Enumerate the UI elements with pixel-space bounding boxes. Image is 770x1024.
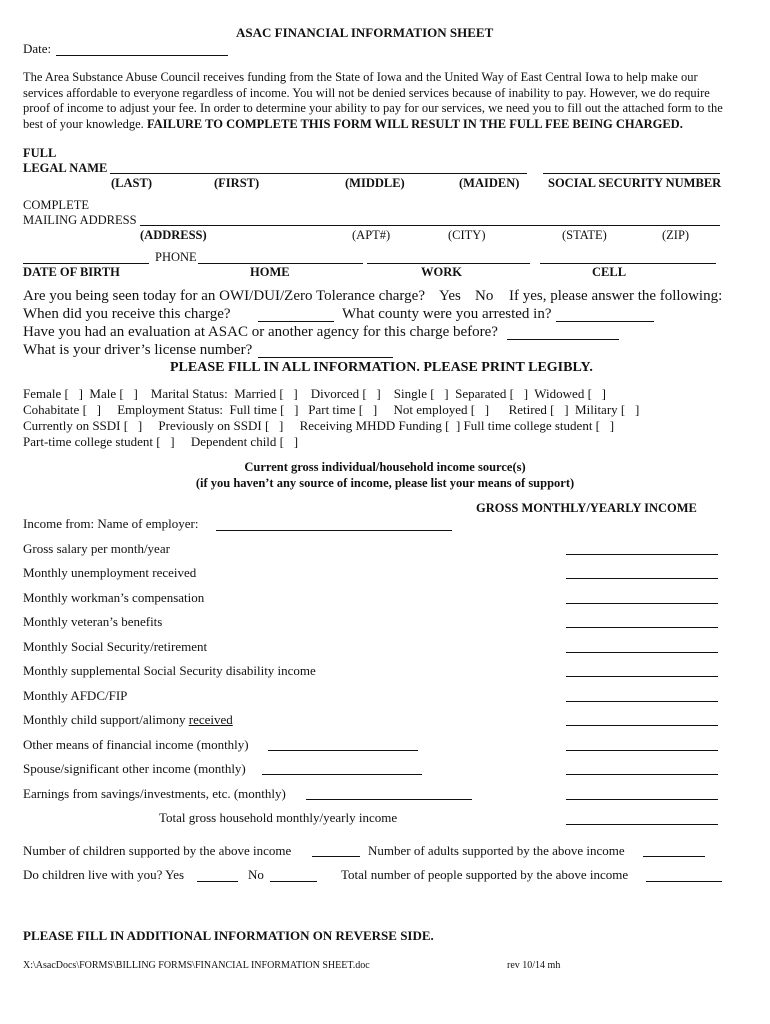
savings-label: Earnings from savings/investments, etc. (monthly) <box>23 786 286 801</box>
county-field[interactable] <box>556 321 654 322</box>
owi-question: Are you being seen today for an OWI/DUI/Zero Tolerance charge? <box>23 288 425 304</box>
mailing-address-field[interactable] <box>140 225 720 226</box>
savings-source-field[interactable] <box>306 799 472 800</box>
afdc-label: Monthly AFDC/FIP <box>23 688 128 703</box>
address-sublabel: (ADDRESS) <box>140 228 207 242</box>
dob-field[interactable] <box>23 263 149 264</box>
veteran-label: Monthly veteran’s benefits <box>23 614 163 629</box>
children-live-no-field[interactable] <box>270 881 317 882</box>
children-live-no-label: No <box>248 867 264 882</box>
unemployment-field[interactable] <box>566 578 718 579</box>
child-support-text: Monthly child support/alimony <box>23 712 186 727</box>
other-income-field[interactable] <box>566 750 718 751</box>
county-question: What county were you arrested in? <box>342 306 552 322</box>
home-label: HOME <box>250 265 290 279</box>
spouse-income-field[interactable] <box>566 774 718 775</box>
charge-date-question: When did you receive this charge? <box>23 306 231 322</box>
social-security-label: Monthly Social Security/retirement <box>23 639 208 654</box>
checkbox-line-1[interactable]: Female [ ] Male [ ] Marital Status: Married [ ] Divorced [ ] Single [ ] Separated [ ] Widowed [ ] <box>23 386 606 401</box>
total-people-field[interactable] <box>646 881 722 882</box>
child-support-received: received <box>188 712 233 727</box>
income-header-line1: Current gross individual/household income source(s) <box>244 460 526 474</box>
intro-text: The Area Substance Abuse Council receives funding from the State of Iowa and the United Way of East Central Iowa to help make our services affordable to everyone regardless of income. You will not be denied services because of inability to pay. However, we do require proof of income to adjust your fee. In order to determine your ability to pay for our services, we need you to fill out the attached form to the best of your knowledge. <box>23 70 723 131</box>
afdc-field[interactable] <box>566 701 718 702</box>
employer-field[interactable] <box>216 530 452 531</box>
unemployment-label: Monthly unemployment received <box>23 565 197 580</box>
charge-date-field[interactable] <box>258 321 334 322</box>
owi-yes-option[interactable]: Yes <box>439 288 461 304</box>
other-income-source-field[interactable] <box>268 750 418 751</box>
child-support-field[interactable] <box>566 725 718 726</box>
ssn-field[interactable] <box>543 173 720 174</box>
workman-field[interactable] <box>566 603 718 604</box>
home-phone-field[interactable] <box>198 263 363 264</box>
state-sublabel: (STATE) <box>562 228 607 242</box>
dob-label: DATE OF BIRTH <box>23 265 120 279</box>
intro-warning: FAILURE TO COMPLETE THIS FORM WILL RESULT IN THE FULL FEE BEING CHARGED. <box>146 116 683 131</box>
total-people-label: Total number of people supported by the above income <box>341 867 629 882</box>
veteran-field[interactable] <box>566 627 718 628</box>
ssdi-income-field[interactable] <box>566 676 718 677</box>
address-label-line1: COMPLETE <box>23 198 89 212</box>
children-supported-field[interactable] <box>312 856 360 857</box>
apt-sublabel: (APT#) <box>352 228 391 242</box>
spouse-income-label: Spouse/significant other income (monthly) <box>23 761 246 776</box>
last-label: (LAST) <box>111 176 152 190</box>
social-security-field[interactable] <box>566 652 718 653</box>
address-label-line2: MAILING ADDRESS <box>23 213 137 227</box>
children-live-yes-field[interactable] <box>197 881 238 882</box>
owi-if-yes: If yes, please answer the following: <box>509 288 723 304</box>
work-label: WORK <box>421 265 462 279</box>
children-live-with-label: Do children live with you? Yes <box>23 867 185 882</box>
work-phone-field[interactable] <box>367 263 530 264</box>
maiden-label: (MAIDEN) <box>459 176 520 190</box>
date-field[interactable] <box>56 55 228 56</box>
salary-field[interactable] <box>566 554 718 555</box>
total-income-label: Total gross household monthly/yearly income <box>159 810 398 825</box>
child-support-label <box>23 712 233 728</box>
checkbox-line-4[interactable]: Part-time college student [ ] Dependent child [ ] <box>23 434 299 449</box>
first-label: (FIRST) <box>214 176 260 190</box>
total-income-field[interactable] <box>566 824 718 825</box>
cell-phone-field[interactable] <box>540 263 716 264</box>
ssn-label: SOCIAL SECURITY NUMBER <box>548 176 722 190</box>
cell-label: CELL <box>592 265 627 279</box>
name-label-line2: LEGAL NAME <box>23 161 108 175</box>
print-notice: PLEASE FILL IN ALL INFORMATION. PLEASE PRINT LEGIBLY. <box>170 360 593 375</box>
legal-name-field[interactable] <box>110 173 527 174</box>
checkbox-line-3[interactable]: Currently on SSDI [ ] Previously on SSDI [ ] Receiving MHDD Funding [ ] Full time college student [ ] <box>23 418 615 433</box>
gross-income-header: GROSS MONTHLY/YEARLY INCOME <box>476 501 697 515</box>
footer-file-path: X:\AsacDocs\FORMS\BILLING FORMS\FINANCIAL INFORMATION SHEET.doc <box>23 960 370 971</box>
license-field[interactable] <box>258 357 393 358</box>
adults-supported-field[interactable] <box>643 856 705 857</box>
zip-sublabel: (ZIP) <box>662 228 690 242</box>
ssdi-income-label: Monthly supplemental Social Security disability income <box>23 663 316 678</box>
evaluation-field[interactable] <box>507 339 619 340</box>
other-income-label: Other means of financial income (monthly) <box>23 737 249 752</box>
savings-field[interactable] <box>566 799 718 800</box>
evaluation-question: Have you had an evaluation at ASAC or another agency for this charge before? <box>23 324 498 340</box>
income-header-line2: (if you haven’t any source of income, please list your means of support) <box>195 476 575 490</box>
adults-supported-label: Number of adults supported by the above income <box>368 843 625 858</box>
employer-label: Income from: Name of employer: <box>23 516 199 531</box>
reverse-side-notice: PLEASE FILL IN ADDITIONAL INFORMATION ON REVERSE SIDE. <box>23 928 434 943</box>
phone-label: PHONE <box>155 250 197 264</box>
footer-revision: rev 10/14 mh <box>507 960 561 971</box>
salary-label: Gross salary per month/year <box>23 541 170 556</box>
form-title: ASAC FINANCIAL INFORMATION SHEET <box>236 25 494 40</box>
intro-paragraph <box>23 70 735 132</box>
license-question: What is your driver’s license number? <box>23 342 253 358</box>
workman-label: Monthly workman’s compensation <box>23 590 205 605</box>
date-label: Date: <box>23 41 52 56</box>
name-label-line1: FULL <box>23 146 57 160</box>
city-sublabel: (CITY) <box>448 228 486 242</box>
middle-label: (MIDDLE) <box>345 176 405 190</box>
owi-no-option[interactable]: No <box>475 288 494 304</box>
spouse-income-source-field[interactable] <box>262 774 422 775</box>
checkbox-line-2[interactable]: Cohabitate [ ] Employment Status: Full time [ ] Part time [ ] Not employed [ ] Retired [ ] Military [ ] <box>23 402 640 417</box>
children-supported-label: Number of children supported by the above income <box>23 843 292 858</box>
